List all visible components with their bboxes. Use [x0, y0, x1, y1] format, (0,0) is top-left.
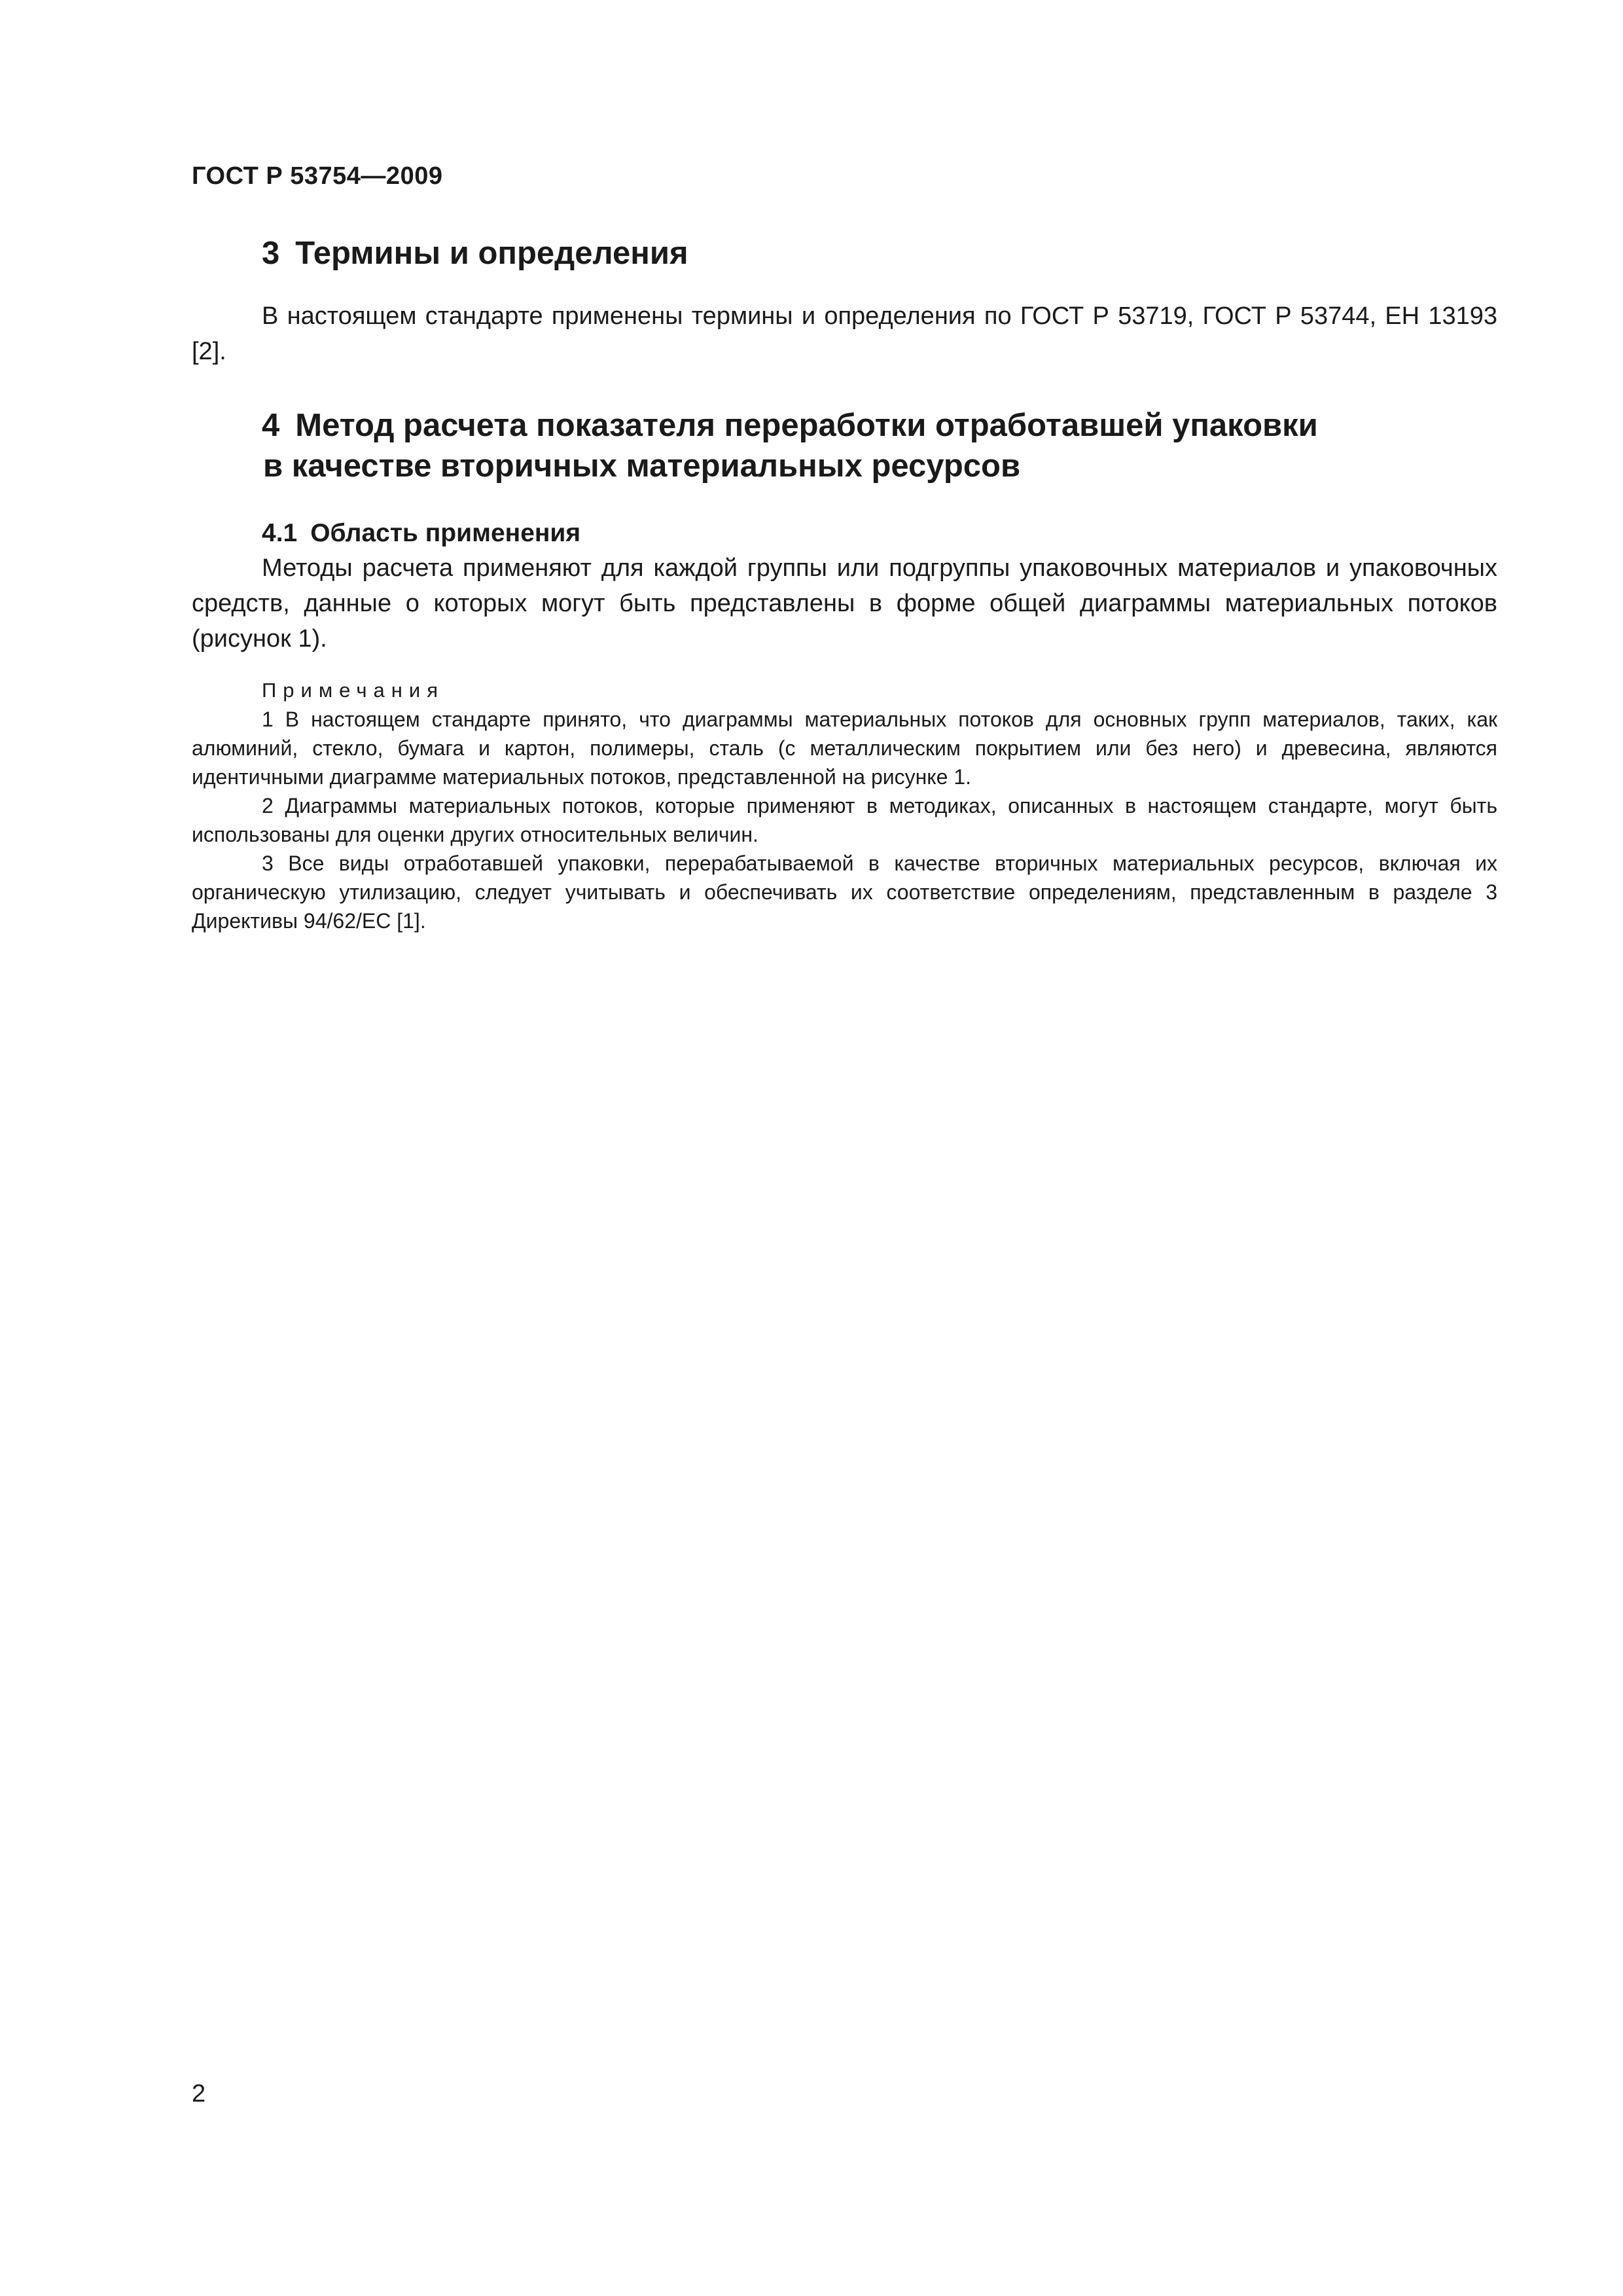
notes-title: Примечания	[262, 679, 444, 702]
subsection-4-1-heading	[262, 516, 1497, 550]
section-4-number: 4	[262, 408, 280, 443]
page-content	[192, 223, 1497, 935]
note-1: 1 В настоящем стандарте принято, что диаграммы материальных потоков для основных групп материалов, таких, как алюминий, стекло, бумага и картон, полимеры, сталь (с металлическим покрытием или без него) и древесина, являются идентичными диаграмме материальных потоков, представленной на рисунке 1.	[192, 708, 1497, 789]
note-3: 3 Все виды отработавшей упаковки, перерабатываемой в качестве вторичных материальных ресурсов, включая их органическую утилизацию, следует учитывать и обеспечивать их соответствие определениям, представленным в разделе 3 Директивы 94/62/ЕС [1].	[192, 852, 1497, 933]
section-3-heading	[262, 233, 1497, 274]
section-3-title: Термины и определения	[295, 236, 688, 271]
section-3-number: 3	[262, 236, 280, 271]
subsection-4-1-number: 4.1	[262, 519, 298, 547]
section-3-paragraph: В настоящем стандарте применены термины и определения по ГОСТ Р 53719, ГОСТ Р 53744, ЕН 13193 [2].	[192, 302, 1497, 365]
subsection-4-1-title: Область применения	[310, 519, 581, 547]
section-4-heading	[262, 405, 1497, 486]
subsection-4-1-paragraph: Методы расчета применяют для каждой группы или подгруппы упаковочных материалов и упаковочных средств, данные о которых могут быть представлены в форме общей диаграммы материальных потоков (рисунок 1).	[192, 554, 1497, 653]
section-4-title-line1: Метод расчета показателя переработки отработавшей упаковки	[295, 408, 1318, 443]
document-code-header: ГОСТ Р 53754—2009	[192, 162, 443, 190]
section-4-title-line2: в качестве вторичных материальных ресурсов	[263, 448, 1021, 484]
page-number: 2	[192, 2080, 206, 2108]
note-2: 2 Диаграммы материальных потоков, которые применяют в методиках, описанных в настоящем стандарте, могут быть использованы для оценки других относительных величин.	[192, 794, 1497, 846]
